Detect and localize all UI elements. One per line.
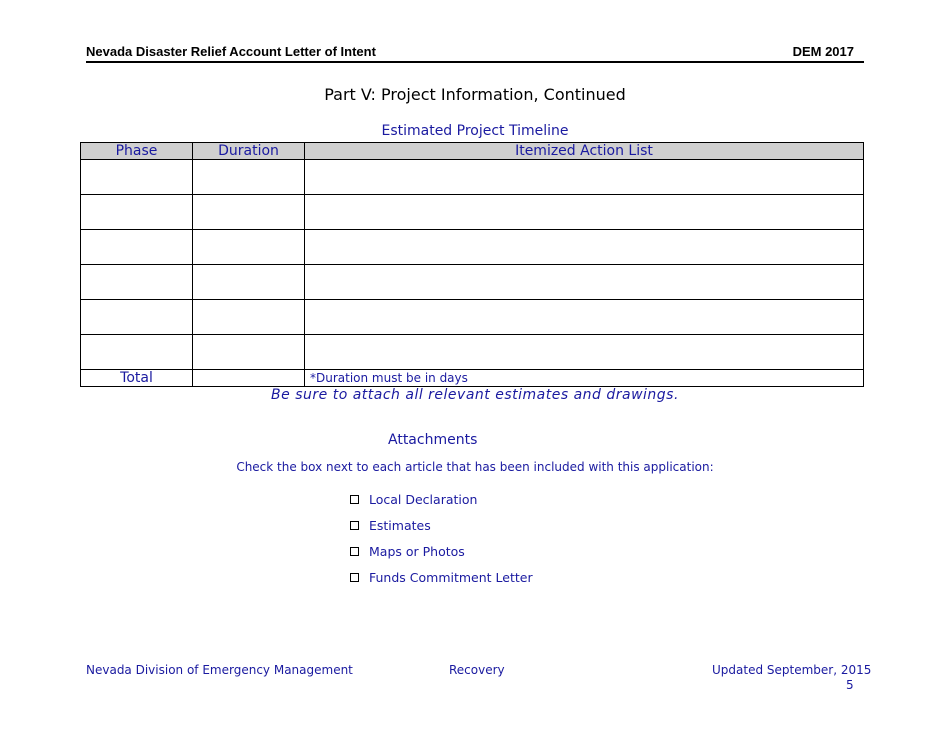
- footer-organization: Nevada Division of Emergency Management: [86, 663, 353, 677]
- table-row: [81, 230, 864, 265]
- table-row: [81, 300, 864, 335]
- total-label: Total: [81, 370, 193, 387]
- timeline-header-row: [81, 143, 864, 160]
- form-code: DEM 2017: [792, 44, 854, 59]
- checklist-label: Maps or Photos: [369, 544, 465, 559]
- checkbox[interactable]: [350, 547, 359, 556]
- header-rule: [86, 61, 864, 63]
- checkbox[interactable]: [350, 521, 359, 530]
- checklist-item: [350, 569, 533, 595]
- column-header-phase: Phase: [81, 143, 193, 160]
- timeline-table: [80, 142, 864, 387]
- attach-reminder: Be sure to attach all relevant estimates and drawings.: [271, 387, 679, 403]
- actions-cell[interactable]: [305, 230, 864, 265]
- document-title: Nevada Disaster Relief Account Letter of Intent: [86, 44, 376, 59]
- total-row: [81, 370, 864, 387]
- checklist-item: [350, 491, 533, 517]
- table-row: [81, 265, 864, 300]
- actions-cell[interactable]: [305, 335, 864, 370]
- total-duration-cell[interactable]: [193, 370, 305, 387]
- phase-cell[interactable]: [81, 230, 193, 265]
- attachments-checklist: [350, 491, 533, 595]
- column-header-actions: Itemized Action List: [305, 143, 864, 160]
- checklist-item: [350, 517, 533, 543]
- checkbox[interactable]: [350, 573, 359, 582]
- duration-cell[interactable]: [193, 160, 305, 195]
- actions-cell[interactable]: [305, 265, 864, 300]
- duration-cell[interactable]: [193, 335, 305, 370]
- table-row: [81, 160, 864, 195]
- part-title: Part V: Project Information, Continued: [324, 85, 626, 104]
- page-header: [86, 44, 864, 62]
- duration-cell[interactable]: [193, 265, 305, 300]
- attachments-instruction: Check the box next to each article that has been included with this application:: [236, 460, 714, 474]
- column-header-duration: Duration: [193, 143, 305, 160]
- phase-cell[interactable]: [81, 335, 193, 370]
- duration-cell[interactable]: [193, 195, 305, 230]
- checkbox[interactable]: [350, 495, 359, 504]
- phase-cell[interactable]: [81, 195, 193, 230]
- footer-section: Recovery: [449, 663, 505, 677]
- attachments-title: Attachments: [388, 432, 478, 448]
- checklist-label: Funds Commitment Letter: [369, 570, 533, 585]
- duration-cell[interactable]: [193, 230, 305, 265]
- timeline-title: Estimated Project Timeline: [381, 123, 569, 139]
- duration-cell[interactable]: [193, 300, 305, 335]
- checklist-item: [350, 543, 533, 569]
- checklist-label: Estimates: [369, 518, 431, 533]
- duration-note: *Duration must be in days: [305, 370, 864, 387]
- footer-updated: Updated September, 2015: [712, 663, 872, 677]
- checklist-label: Local Declaration: [369, 492, 478, 507]
- phase-cell[interactable]: [81, 160, 193, 195]
- phase-cell[interactable]: [81, 300, 193, 335]
- actions-cell[interactable]: [305, 195, 864, 230]
- actions-cell[interactable]: [305, 160, 864, 195]
- table-row: [81, 335, 864, 370]
- actions-cell[interactable]: [305, 300, 864, 335]
- table-row: [81, 195, 864, 230]
- page-number: 5: [846, 678, 854, 692]
- phase-cell[interactable]: [81, 265, 193, 300]
